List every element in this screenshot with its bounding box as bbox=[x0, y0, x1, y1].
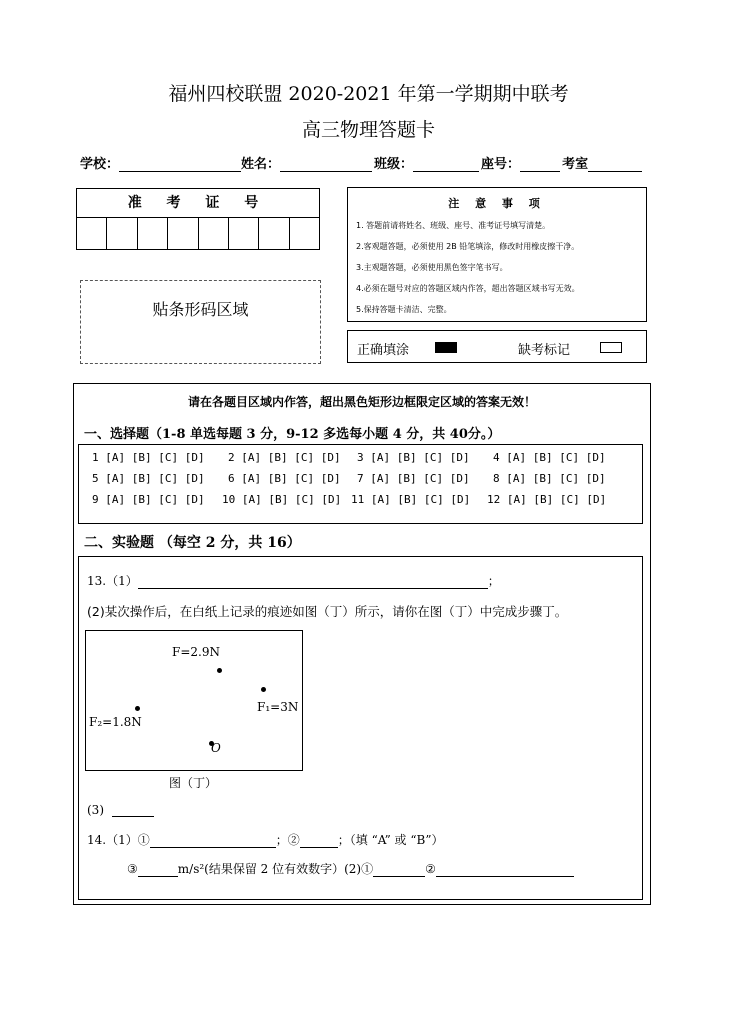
notes-item: 5.保持答题卡清洁、完整。 bbox=[356, 305, 452, 314]
school-label: 学校： bbox=[80, 157, 120, 172]
exam-id-title: 准 考 证 号 bbox=[77, 189, 319, 218]
q14-circ3-label: ③ bbox=[127, 862, 138, 876]
notes-box bbox=[347, 187, 647, 322]
q14-blank-5[interactable] bbox=[436, 863, 574, 877]
q13-part1-label: 13.（1） bbox=[87, 574, 138, 588]
student-info-row bbox=[80, 153, 642, 172]
q13-part1 bbox=[87, 572, 500, 589]
class-field[interactable] bbox=[413, 157, 479, 172]
answer-warning: 请在各题目区域内作答，超出黑色矩形边框限定区域的答案无效！ bbox=[187, 395, 536, 409]
exam-id-cells bbox=[77, 218, 319, 249]
notes-item: 3.主观题答题，必须使用黑色签字笔书写。 bbox=[356, 263, 508, 272]
q14-hint: ；（填 “A” 或 “B”） bbox=[337, 833, 444, 847]
exam-id-cell[interactable] bbox=[199, 218, 229, 249]
mcq-question[interactable]: 1 [A] [B] [C] [D] bbox=[92, 451, 205, 464]
section1-heading: 一、选择题（1-8 单选每题 3 分，9-12 多选每小题 4 分，共 40分。） bbox=[84, 427, 501, 442]
name-label: 姓名： bbox=[241, 157, 281, 172]
notes-item: 1. 答题前请将姓名、班级、座号、准考证号填写清楚。 bbox=[356, 221, 551, 230]
exam-id-cell[interactable] bbox=[168, 218, 198, 249]
force-F-point bbox=[217, 668, 222, 673]
mcq-row bbox=[79, 472, 642, 490]
correct-fill-swatch bbox=[435, 342, 457, 353]
exam-title: 福州四校联盟 2020-2021 年第一学期期中联考 bbox=[168, 83, 569, 105]
exam-id-cell[interactable] bbox=[290, 218, 319, 249]
correct-fill-label: 正确填涂 bbox=[357, 343, 410, 358]
mcq-row bbox=[79, 493, 642, 511]
school-field[interactable] bbox=[119, 157, 241, 172]
figure-caption: 图（丁） bbox=[169, 776, 218, 790]
exam-id-cell[interactable] bbox=[138, 218, 168, 249]
mcq-row bbox=[79, 451, 642, 469]
barcode-label: 贴条形码区域 bbox=[152, 300, 249, 319]
room-label: 考室 bbox=[562, 157, 589, 172]
q14-line2 bbox=[127, 860, 574, 877]
mcq-question[interactable]: 8 [A] [B] [C] [D] bbox=[493, 472, 606, 485]
answer-sheet-title: 高三物理答题卡 bbox=[301, 119, 435, 141]
mcq-question[interactable]: 7 [A] [B] [C] [D] bbox=[357, 472, 470, 485]
mcq-question[interactable]: 2 [A] [B] [C] [D] bbox=[228, 451, 341, 464]
mcq-question[interactable]: 9 [A] [B] [C] [D] bbox=[92, 493, 205, 506]
notes-item: 2.客观题答题，必须使用 2B 铅笔填涂，修改时用橡皮擦干净。 bbox=[356, 242, 580, 251]
mcq-question[interactable]: 6 [A] [B] [C] [D] bbox=[228, 472, 341, 485]
class-label: 班级： bbox=[374, 157, 414, 172]
q14-note: (结果保留 2 位有效数字）(2)① bbox=[204, 862, 374, 876]
mcq-question[interactable]: 10 [A] [B] [C] [D] bbox=[222, 493, 342, 506]
absent-mark-box[interactable] bbox=[600, 342, 622, 353]
exam-id-cell[interactable] bbox=[229, 218, 259, 249]
q14-blank-3[interactable] bbox=[138, 863, 178, 877]
q13-part2: (2)某次操作后，在白纸上记录的痕迹如图（丁）所示，请你在图（丁）中完成步骤丁。 bbox=[87, 604, 568, 619]
origin-O-label: O bbox=[211, 741, 221, 755]
notes-item: 4.必须在题号对应的答题区域内作答，超出答题区域书写无效。 bbox=[356, 284, 580, 293]
notes-list bbox=[356, 215, 646, 320]
experiment-answer-box bbox=[78, 556, 643, 900]
barcode-area bbox=[80, 280, 321, 364]
q14-blank-4[interactable] bbox=[373, 863, 425, 877]
q13-part3-blank[interactable] bbox=[112, 803, 154, 817]
seat-field[interactable] bbox=[520, 157, 560, 172]
seat-label: 座号： bbox=[481, 157, 521, 172]
exam-id-box bbox=[76, 188, 320, 250]
mcq-grid bbox=[78, 444, 643, 524]
force-F1-point bbox=[261, 687, 266, 692]
absent-mark-label: 缺考标记 bbox=[518, 343, 571, 358]
answer-area bbox=[73, 383, 651, 905]
force-F2-point bbox=[135, 706, 140, 711]
mcq-question[interactable]: 3 [A] [B] [C] [D] bbox=[357, 451, 470, 464]
q14-part2-circ2: ② bbox=[425, 862, 436, 876]
name-field[interactable] bbox=[280, 157, 372, 172]
section2-heading: 二、实验题 （每空 2 分，共 16） bbox=[84, 535, 301, 551]
q13-part1-blank[interactable] bbox=[138, 575, 488, 589]
q14-circ2-label: ；② bbox=[275, 833, 300, 847]
q13-part3-label: (3) bbox=[87, 803, 104, 817]
q14-line1 bbox=[87, 831, 443, 848]
q13-part3 bbox=[87, 803, 154, 817]
exam-id-cell[interactable] bbox=[259, 218, 289, 249]
exam-id-cell[interactable] bbox=[77, 218, 107, 249]
force-F-label: F=2.9N bbox=[172, 645, 220, 659]
mcq-question[interactable]: 11 [A] [B] [C] [D] bbox=[351, 493, 471, 506]
fill-sample-box bbox=[347, 330, 647, 363]
q14-part1-label: 14.（1）① bbox=[87, 833, 150, 847]
q14-blank-2[interactable] bbox=[300, 834, 338, 848]
q13-part1-end: ； bbox=[487, 574, 500, 588]
mcq-question[interactable]: 4 [A] [B] [C] [D] bbox=[493, 451, 606, 464]
mcq-question[interactable]: 5 [A] [B] [C] [D] bbox=[92, 472, 205, 485]
exam-id-cell[interactable] bbox=[107, 218, 137, 249]
mcq-question[interactable]: 12 [A] [B] [C] [D] bbox=[487, 493, 607, 506]
notes-title: 注 意 事 项 bbox=[448, 197, 546, 210]
force-F1-label: F₁=3N bbox=[257, 700, 299, 714]
room-field[interactable] bbox=[588, 157, 642, 172]
q14-blank-1[interactable] bbox=[150, 834, 276, 848]
force-F2-label: F₂=1.8N bbox=[89, 715, 142, 729]
figure-ding[interactable] bbox=[85, 630, 303, 771]
q14-unit: m/s² bbox=[177, 862, 205, 876]
